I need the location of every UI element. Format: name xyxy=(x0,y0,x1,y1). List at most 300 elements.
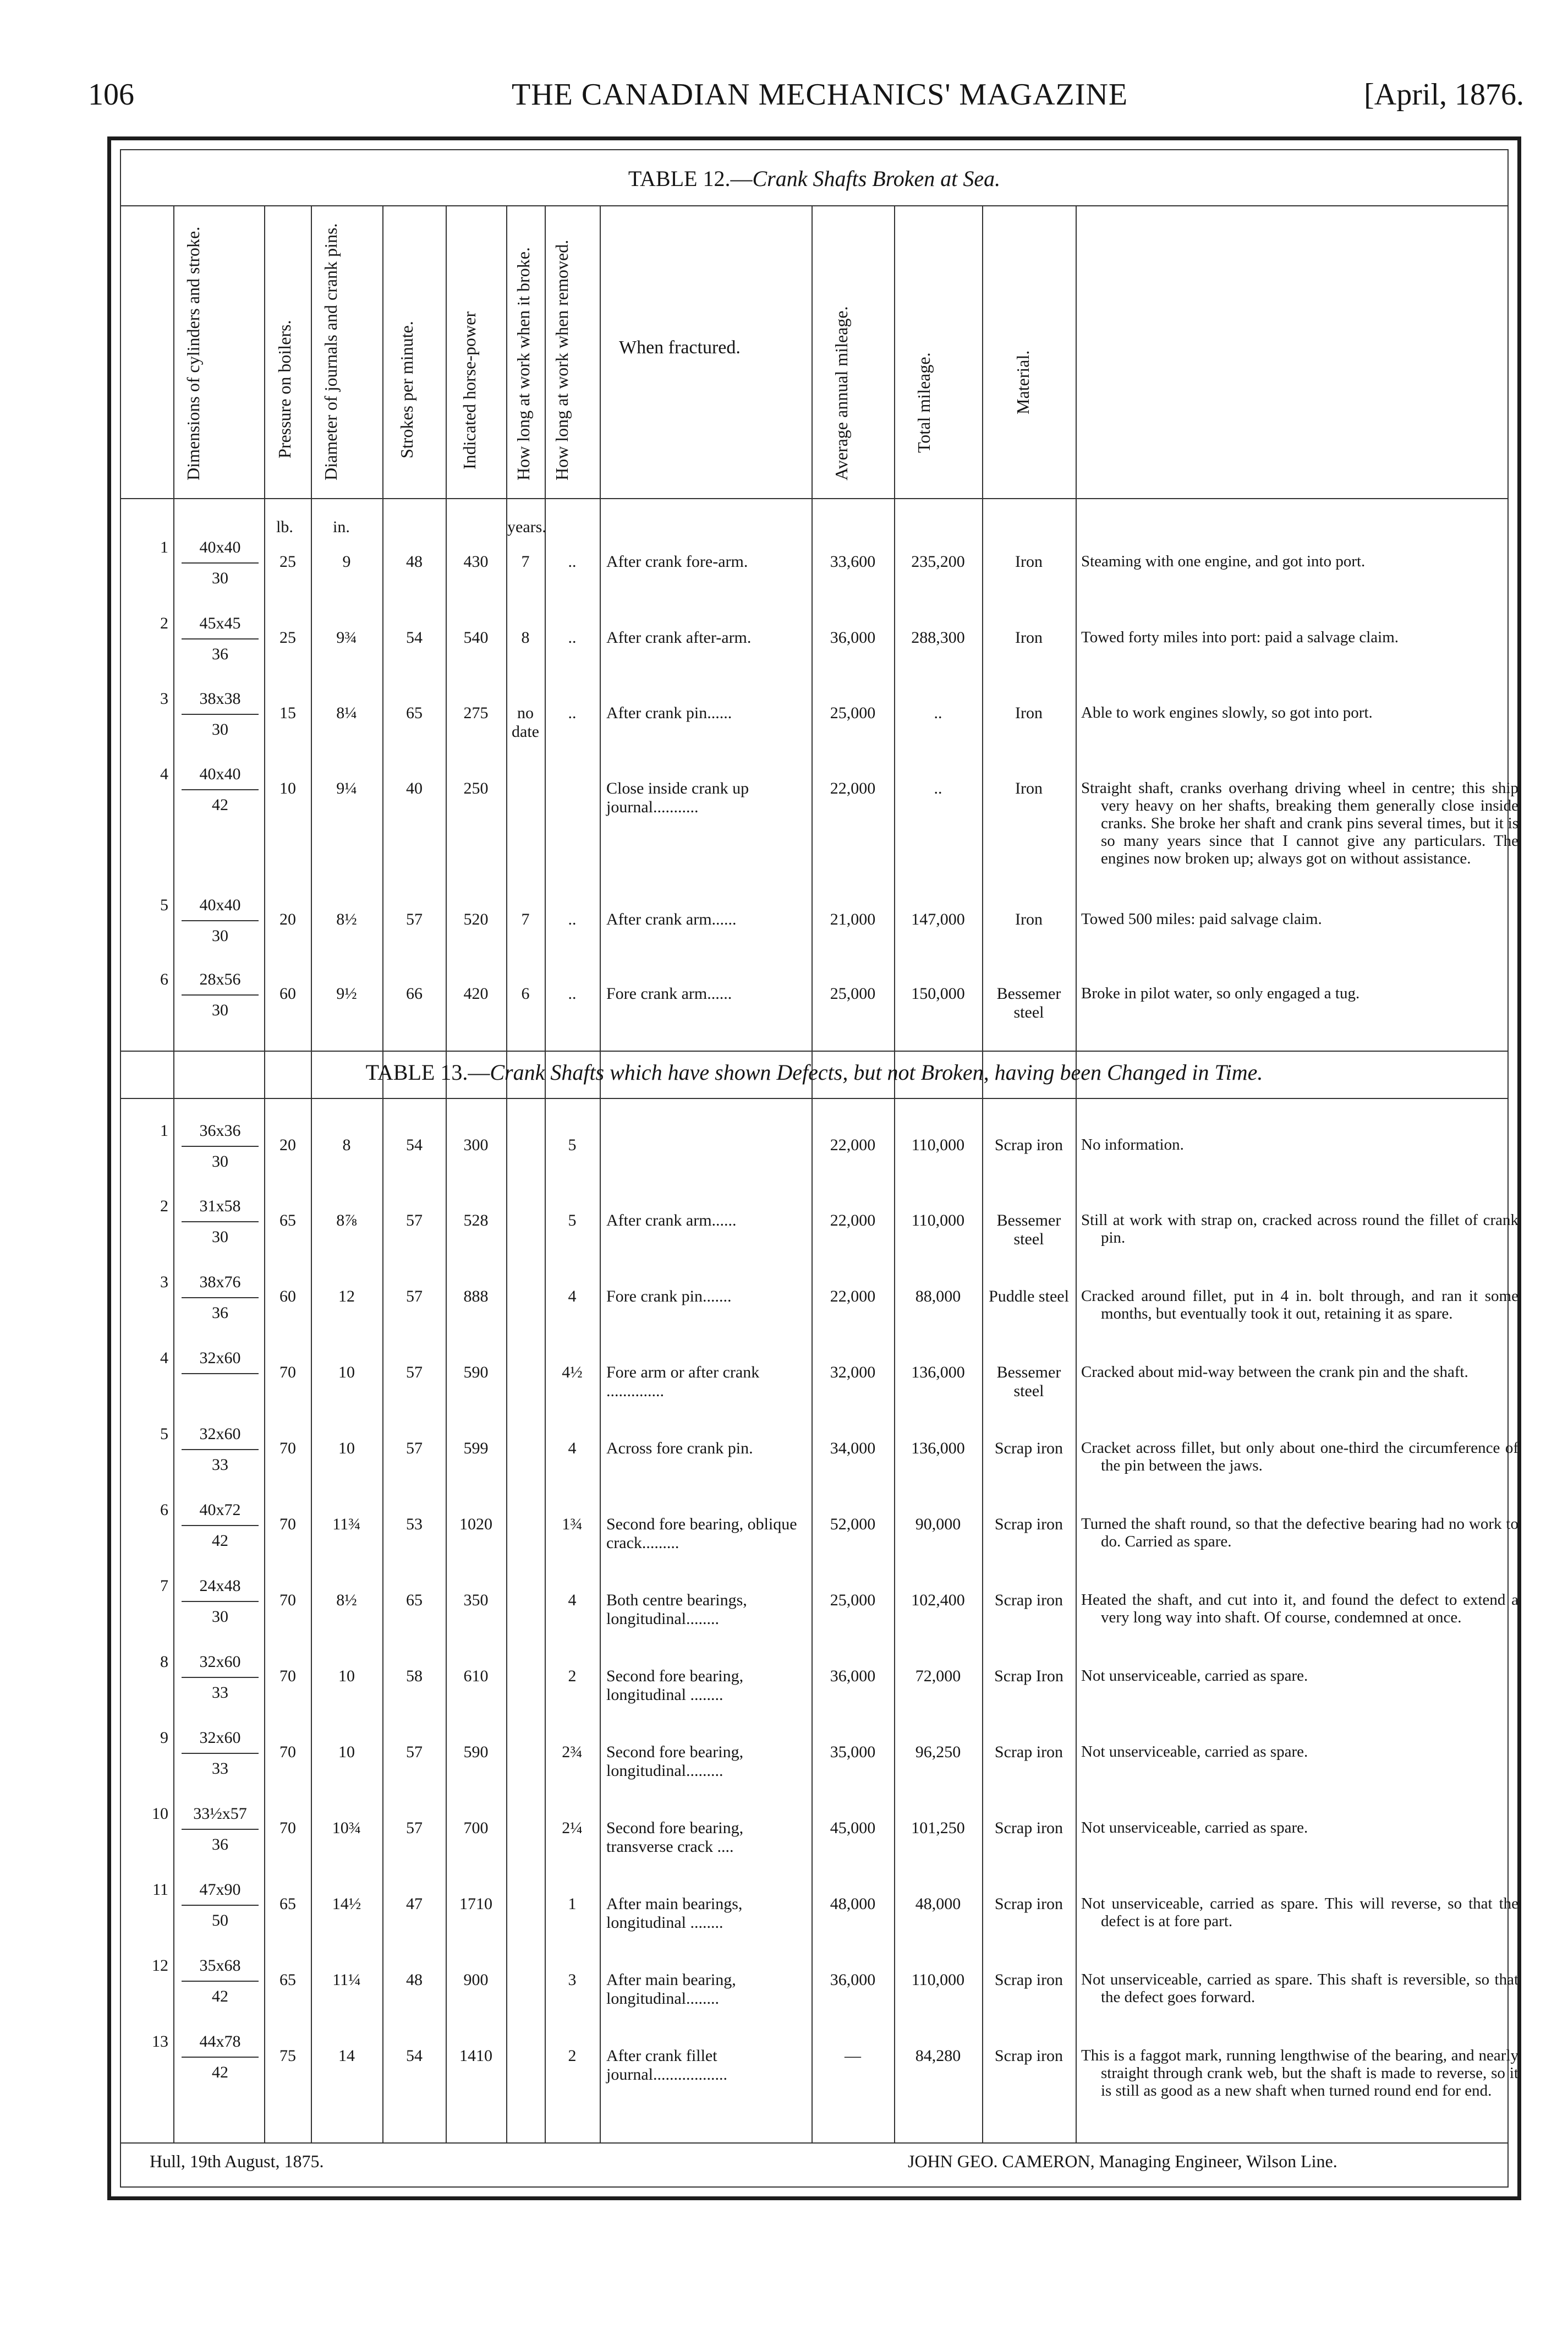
row-number: 7 xyxy=(160,1577,168,1595)
row-number: 13 xyxy=(152,2032,168,2051)
material-value: Scrap iron xyxy=(994,1136,1063,1154)
remarks-value xyxy=(1081,779,1518,867)
page-number: 106 xyxy=(88,78,134,112)
dimension-cylinder: 45x45 xyxy=(182,614,259,639)
dimension-cylinder: 40x72 xyxy=(182,1501,259,1526)
dimension-cylinder: 28x56 xyxy=(182,970,259,996)
dimension-stroke: 36 xyxy=(212,1304,228,1322)
pressure-value: 20 xyxy=(279,910,296,928)
when-fractured-value: Across fore crank pin. xyxy=(606,1439,753,1457)
diameter-value: 11¾ xyxy=(332,1515,361,1533)
avg-mileage-value: 36,000 xyxy=(830,628,876,647)
strokes-value: 65 xyxy=(406,1591,423,1609)
material-value: Bessemer steel xyxy=(996,1363,1061,1400)
remarks-value xyxy=(1081,1439,1518,1474)
remarks-value xyxy=(1081,2047,1518,2100)
total-mileage-value: 84,280 xyxy=(915,2047,961,2065)
diameter-value: 9½ xyxy=(336,985,357,1003)
strokes-value: 57 xyxy=(406,910,423,928)
material-value: Scrap iron xyxy=(994,1819,1063,1837)
remarks-text: Not unserviceable, carried as spare. xyxy=(1081,1819,1308,1836)
dimension-stroke: 36 xyxy=(212,645,228,663)
dimension-stroke: 42 xyxy=(212,1532,228,1550)
dimension-stroke: 30 xyxy=(212,1001,228,1019)
pressure-value: 65 xyxy=(279,1211,296,1229)
header-avg-mileage: Average annual mileage. xyxy=(831,306,851,480)
when-fractured-value: After crank after-arm. xyxy=(606,628,752,647)
column-rule xyxy=(382,205,383,2142)
row-number: 3 xyxy=(160,1273,168,1291)
remarks-text: Still at work with strap on, cracked across round the fillet of crank pin. xyxy=(1081,1211,1518,1246)
strokes-value: 57 xyxy=(406,1211,423,1229)
avg-mileage-value: — xyxy=(845,2047,861,2065)
horsepower-value: 1410 xyxy=(459,2047,492,2065)
dimension-cylinder: 32x60 xyxy=(182,1653,259,1678)
dimension-cylinder: 32x60 xyxy=(182,1425,259,1450)
table13-caption: TABLE 13.—Crank Shafts which have shown Defects, but not Broken, having been Changed in Time. xyxy=(365,1060,1263,1085)
material-value: Iron xyxy=(1015,553,1043,571)
row-number: 3 xyxy=(160,690,168,708)
cylinder-dimensions xyxy=(182,896,259,945)
remarks-value xyxy=(1081,1895,1518,1930)
total-mileage-value: 88,000 xyxy=(915,1287,961,1305)
years-removed-value: 1¾ xyxy=(562,1515,583,1533)
horsepower-value: 275 xyxy=(463,704,489,722)
years-removed-value: 1 xyxy=(568,1895,577,1913)
when-fractured-value: Both centre bearings, longitudinal........ xyxy=(606,1591,747,1628)
dimension-cylinder: 38x76 xyxy=(182,1273,259,1298)
pressure-value: 65 xyxy=(279,1971,296,1989)
cylinder-dimensions xyxy=(182,1197,259,1246)
dimension-stroke xyxy=(182,1374,259,1398)
dimension-stroke: 30 xyxy=(212,927,228,945)
dimension-stroke: 30 xyxy=(212,1608,228,1626)
unit-lb: lb. xyxy=(276,518,293,536)
column-rule xyxy=(600,205,601,2142)
avg-mileage-value: 34,000 xyxy=(830,1439,876,1457)
dimension-cylinder: 38x38 xyxy=(182,690,259,715)
material-value: Iron xyxy=(1015,628,1043,647)
pressure-value: 70 xyxy=(279,1363,296,1381)
strokes-value: 66 xyxy=(406,985,423,1003)
total-mileage-value: 110,000 xyxy=(911,1211,965,1229)
horsepower-value: 250 xyxy=(463,779,489,797)
cylinder-dimensions xyxy=(182,1880,259,1930)
dimension-cylinder: 44x78 xyxy=(182,2032,259,2058)
years-removed-value: .. xyxy=(568,628,577,647)
diameter-value: 8⅞ xyxy=(336,1211,357,1229)
strokes-value: 48 xyxy=(406,553,423,571)
material-value: Scrap iron xyxy=(994,1895,1063,1913)
diameter-value: 10 xyxy=(338,1363,355,1381)
dimension-cylinder: 40x40 xyxy=(182,765,259,790)
material-value: Scrap Iron xyxy=(994,1667,1063,1685)
pressure-value: 70 xyxy=(279,1819,296,1837)
total-mileage-value: 90,000 xyxy=(915,1515,961,1533)
total-mileage-value: 102,400 xyxy=(911,1591,965,1609)
years-broke-value: 6 xyxy=(521,985,530,1003)
dimension-cylinder: 31x58 xyxy=(182,1197,259,1222)
horsepower-value: 1020 xyxy=(459,1515,492,1533)
column-rule xyxy=(545,205,546,2142)
cylinder-dimensions xyxy=(182,1956,259,2006)
remarks-text: No information. xyxy=(1081,1136,1184,1153)
header-pressure: Pressure on boilers. xyxy=(275,320,294,458)
years-removed-value: 2¾ xyxy=(562,1743,583,1761)
years-broke-value: 8 xyxy=(521,628,530,647)
remarks-text: Heated the shaft, and cut into it, and found the defect to extend a very long way into shaft. Of course, condemned at once. xyxy=(1081,1591,1518,1626)
years-removed-value: 2 xyxy=(568,2047,577,2065)
horsepower-value: 700 xyxy=(463,1819,489,1837)
remarks-text: Cracked around fillet, put in 4 in. bolt through, and ran it some months, but eventually took it out, retaining it as spare. xyxy=(1081,1287,1518,1322)
dimension-stroke: 42 xyxy=(212,1987,228,2005)
years-removed-value: 4 xyxy=(568,1287,577,1305)
pressure-value: 70 xyxy=(279,1439,296,1457)
remarks-text: Not unserviceable, carried as spare. This will reverse, so that the defect is at fore part. xyxy=(1081,1895,1518,1930)
remarks-value xyxy=(1081,628,1518,646)
strokes-value: 65 xyxy=(406,704,423,722)
horsepower-value: 528 xyxy=(463,1211,489,1229)
dimension-stroke: 33 xyxy=(212,1759,228,1778)
strokes-value: 53 xyxy=(406,1515,423,1533)
material-value: Iron xyxy=(1015,779,1043,797)
cylinder-dimensions xyxy=(182,2032,259,2082)
cylinder-dimensions xyxy=(182,1577,259,1626)
avg-mileage-value: 36,000 xyxy=(830,1667,876,1685)
remarks-text: Towed forty miles into port: paid a salvage claim. xyxy=(1081,628,1399,646)
remarks-text: Steaming with one engine, and got into port. xyxy=(1081,553,1366,570)
diameter-value: 9 xyxy=(342,553,351,571)
avg-mileage-value: 25,000 xyxy=(830,985,876,1003)
dimension-stroke: 30 xyxy=(212,569,228,587)
years-removed-value: .. xyxy=(568,553,577,571)
column-rule xyxy=(1076,205,1077,2142)
years-removed-value: 4 xyxy=(568,1591,577,1609)
header-when-fractured: When fractured. xyxy=(619,337,741,358)
column-rule xyxy=(812,205,813,2142)
pressure-value: 10 xyxy=(279,779,296,797)
horsepower-value: 540 xyxy=(463,628,489,647)
diameter-value: 10 xyxy=(338,1743,355,1761)
cylinder-dimensions xyxy=(182,1805,259,1854)
years-removed-value: 4½ xyxy=(562,1363,583,1381)
column-rule xyxy=(894,205,895,2142)
total-mileage-value: 147,000 xyxy=(911,910,965,928)
pressure-value: 70 xyxy=(279,1743,296,1761)
when-fractured-value: After crank arm...... xyxy=(606,910,737,928)
diameter-value: 8¼ xyxy=(336,704,357,722)
material-value: Scrap iron xyxy=(994,1439,1063,1457)
remarks-value xyxy=(1081,1743,1518,1761)
remarks-text: Not unserviceable, carried as spare. xyxy=(1081,1667,1308,1685)
pressure-value: 70 xyxy=(279,1591,296,1609)
table13-caption-rule xyxy=(121,1098,1507,1099)
when-fractured-value: After crank arm...... xyxy=(606,1211,737,1229)
dimension-stroke: 42 xyxy=(212,796,228,814)
diameter-value: 9¾ xyxy=(336,628,357,647)
dimension-cylinder: 35x68 xyxy=(182,1956,259,1982)
avg-mileage-value: 22,000 xyxy=(830,1287,876,1305)
avg-mileage-value: 35,000 xyxy=(830,1743,876,1761)
strokes-value: 58 xyxy=(406,1667,423,1685)
row-number: 2 xyxy=(160,614,168,632)
remarks-value xyxy=(1081,910,1518,928)
row-number: 4 xyxy=(160,1349,168,1367)
years-removed-value: .. xyxy=(568,704,577,722)
pressure-value: 75 xyxy=(279,2047,296,2065)
magazine-title: THE CANADIAN MECHANICS' MAGAZINE xyxy=(512,78,1128,112)
horsepower-value: 900 xyxy=(463,1971,489,1989)
years-removed-value: 2 xyxy=(568,1667,577,1685)
horsepower-value: 1710 xyxy=(459,1895,492,1913)
horsepower-value: 300 xyxy=(463,1136,489,1154)
table13-top-rule xyxy=(121,1051,1507,1052)
table-inner xyxy=(120,149,1518,2188)
diameter-value: 8 xyxy=(342,1136,351,1154)
remarks-value xyxy=(1081,1819,1518,1836)
dimension-cylinder: 32x60 xyxy=(182,1729,259,1754)
avg-mileage-value: 22,000 xyxy=(830,1136,876,1154)
when-fractured-value: Close inside crank up journal........... xyxy=(606,779,749,816)
column-rule xyxy=(506,205,507,2142)
years-removed-value: .. xyxy=(568,985,577,1003)
total-mileage-value: 110,000 xyxy=(911,1971,965,1989)
total-mileage-value: .. xyxy=(934,704,942,722)
remarks-value xyxy=(1081,1971,1518,2006)
horsepower-value: 520 xyxy=(463,910,489,928)
pressure-value: 70 xyxy=(279,1515,296,1533)
total-mileage-value: .. xyxy=(934,779,942,797)
total-mileage-value: 110,000 xyxy=(911,1136,965,1154)
years-broke-value: 7 xyxy=(521,553,530,571)
total-mileage-value: 235,200 xyxy=(911,553,965,571)
material-value: Scrap iron xyxy=(994,1971,1063,1989)
remarks-text: Towed 500 miles: paid salvage claim. xyxy=(1081,910,1322,928)
dimension-stroke: 36 xyxy=(212,1835,228,1854)
header-dimensions: Dimensions of cylinders and stroke. xyxy=(183,226,203,480)
row-number: 1 xyxy=(160,1122,168,1140)
remarks-text: Able to work engines slowly, so got into port. xyxy=(1081,704,1373,721)
avg-mileage-value: 32,000 xyxy=(830,1363,876,1381)
strokes-value: 57 xyxy=(406,1287,423,1305)
pressure-value: 60 xyxy=(279,1287,296,1305)
cylinder-dimensions xyxy=(182,970,259,1020)
remarks-text: Cracket across fillet, but only about one-third the circumference of the pin between the jaws. xyxy=(1081,1439,1518,1474)
total-mileage-value: 72,000 xyxy=(915,1667,961,1685)
remarks-value xyxy=(1081,1591,1518,1626)
remarks-text: Not unserviceable, carried as spare. This shaft is reversible, so that the defect goes forward. xyxy=(1081,1971,1518,2006)
avg-mileage-value: 22,000 xyxy=(830,779,876,797)
dimension-cylinder: 47x90 xyxy=(182,1880,259,1906)
column-rule xyxy=(264,205,265,2142)
dimension-cylinder: 24x48 xyxy=(182,1577,259,1602)
header-horsepower: Indicated horse-power xyxy=(459,311,479,469)
avg-mileage-value: 25,000 xyxy=(830,704,876,722)
horsepower-value: 420 xyxy=(463,985,489,1003)
diameter-value: 9¼ xyxy=(336,779,357,797)
avg-mileage-value: 22,000 xyxy=(830,1211,876,1229)
material-value: Scrap iron xyxy=(994,1743,1063,1761)
dimension-cylinder: 36x36 xyxy=(182,1122,259,1147)
total-mileage-value: 48,000 xyxy=(915,1895,961,1913)
dimension-stroke: 33 xyxy=(212,1683,228,1702)
table12-caption: TABLE 12.—Crank Shafts Broken at Sea. xyxy=(628,166,1001,191)
total-mileage-value: 136,000 xyxy=(911,1363,965,1381)
remarks-value xyxy=(1081,1287,1518,1322)
avg-mileage-value: 45,000 xyxy=(830,1819,876,1837)
total-mileage-value: 101,250 xyxy=(911,1819,965,1837)
header-total-mileage: Total mileage. xyxy=(914,352,934,453)
total-mileage-value: 136,000 xyxy=(911,1439,965,1457)
strokes-value: 57 xyxy=(406,1363,423,1381)
table12-caption-rule xyxy=(121,205,1507,206)
total-mileage-value: 288,300 xyxy=(911,628,965,647)
strokes-value: 54 xyxy=(406,1136,423,1154)
material-value: Iron xyxy=(1015,704,1043,722)
remarks-value xyxy=(1081,985,1518,1002)
strokes-value: 57 xyxy=(406,1743,423,1761)
cylinder-dimensions xyxy=(182,690,259,739)
column-rule xyxy=(173,205,174,2142)
when-fractured-value: Fore crank arm...... xyxy=(606,985,732,1003)
material-value: Iron xyxy=(1015,910,1043,928)
pressure-value: 25 xyxy=(279,628,296,647)
avg-mileage-value: 25,000 xyxy=(830,1591,876,1609)
pressure-value: 15 xyxy=(279,704,296,722)
diameter-value: 14 xyxy=(338,2047,355,2065)
strokes-value: 57 xyxy=(406,1819,423,1837)
diameter-value: 14½ xyxy=(332,1895,361,1913)
horsepower-value: 888 xyxy=(463,1287,489,1305)
years-removed-value: 2¼ xyxy=(562,1819,583,1837)
diameter-value: 8½ xyxy=(336,910,357,928)
remarks-text: Not unserviceable, carried as spare. xyxy=(1081,1743,1308,1761)
diameter-value: 8½ xyxy=(336,1591,357,1609)
strokes-value: 40 xyxy=(406,779,423,797)
cylinder-dimensions xyxy=(182,1425,259,1474)
when-fractured-value: After crank fillet journal.................. xyxy=(606,2047,727,2084)
pressure-value: 70 xyxy=(279,1667,296,1685)
issue-date: [April, 1876. xyxy=(1364,78,1524,112)
total-mileage-value: 150,000 xyxy=(911,985,965,1003)
page-header xyxy=(88,77,1562,127)
column-rule xyxy=(982,205,983,2142)
years-removed-value: 3 xyxy=(568,1971,577,1989)
header-how-long-broke: How long at work when it broke. xyxy=(513,247,533,480)
row-number: 11 xyxy=(152,1880,168,1899)
diameter-value: 10 xyxy=(338,1667,355,1685)
pressure-value: 25 xyxy=(279,553,296,571)
strokes-value: 54 xyxy=(406,628,423,647)
when-fractured-value: After main bearings, longitudinal ........ xyxy=(606,1895,743,1932)
remarks-text: This is a faggot mark, running lengthwise of the bearing, and nearly straight through crank web, but the shaft is made to reverse, so it is still as good as a new shaft when turned round end for end. xyxy=(1081,2047,1518,2100)
cylinder-dimensions xyxy=(182,765,259,814)
header-how-long-removed: How long at work when removed. xyxy=(552,239,572,480)
avg-mileage-value: 21,000 xyxy=(830,910,876,928)
footer-place-date: Hull, 19th August, 1875. xyxy=(150,2151,324,2171)
horsepower-value: 610 xyxy=(463,1667,489,1685)
strokes-value: 47 xyxy=(406,1895,423,1913)
footer-signature: JOHN GEO. CAMERON, Managing Engineer, Wilson Line. xyxy=(908,2151,1337,2171)
years-broke-value: no date xyxy=(512,704,539,741)
remarks-value xyxy=(1081,1211,1518,1246)
strokes-value: 48 xyxy=(406,1971,423,1989)
column-rule xyxy=(311,205,312,2142)
header-rule xyxy=(121,498,1507,499)
remarks-value xyxy=(1081,1363,1518,1381)
footer-rule xyxy=(121,2142,1507,2144)
cylinder-dimensions xyxy=(182,1653,259,1702)
years-removed-value: 5 xyxy=(568,1211,577,1229)
row-number: 2 xyxy=(160,1197,168,1215)
unit-in: in. xyxy=(333,518,350,536)
horsepower-value: 350 xyxy=(463,1591,489,1609)
row-number: 1 xyxy=(160,538,168,556)
row-number: 6 xyxy=(160,970,168,988)
years-removed-value: 5 xyxy=(568,1136,577,1154)
avg-mileage-value: 48,000 xyxy=(830,1895,876,1913)
dimension-stroke: 42 xyxy=(212,2063,228,2081)
total-mileage-value: 96,250 xyxy=(915,1743,961,1761)
cylinder-dimensions xyxy=(182,1729,259,1778)
when-fractured-value: Second fore bearing, longitudinal......... xyxy=(606,1743,744,1780)
remarks-value xyxy=(1081,1515,1518,1550)
material-value: Puddle steel xyxy=(989,1287,1069,1305)
column-rule xyxy=(446,205,447,2142)
material-value: Scrap iron xyxy=(994,1515,1063,1533)
unit-years: years. xyxy=(507,518,546,536)
row-number: 10 xyxy=(152,1805,168,1823)
row-number: 9 xyxy=(160,1729,168,1747)
header-material: Material. xyxy=(1013,350,1033,414)
avg-mileage-value: 52,000 xyxy=(830,1515,876,1533)
remarks-value xyxy=(1081,1667,1518,1685)
remarks-value xyxy=(1081,704,1518,721)
table-frame xyxy=(107,136,1521,2200)
when-fractured-value: After main bearing, longitudinal........ xyxy=(606,1971,736,2008)
years-removed-value: 4 xyxy=(568,1439,577,1457)
when-fractured-value: Fore crank pin....... xyxy=(606,1287,732,1305)
dimension-cylinder: 40x40 xyxy=(182,538,259,564)
when-fractured-value: After crank fore-arm. xyxy=(606,553,748,571)
when-fractured-value: Fore arm or after crank .............. xyxy=(606,1363,760,1400)
dimension-stroke: 30 xyxy=(212,1228,228,1246)
years-removed-value: .. xyxy=(568,910,577,928)
horsepower-value: 590 xyxy=(463,1363,489,1381)
horsepower-value: 430 xyxy=(463,553,489,571)
row-number: 8 xyxy=(160,1653,168,1671)
strokes-value: 54 xyxy=(406,2047,423,2065)
dimension-stroke: 30 xyxy=(212,1152,228,1171)
row-number: 12 xyxy=(152,1956,168,1975)
remarks-value xyxy=(1081,553,1518,570)
pressure-value: 60 xyxy=(279,985,296,1003)
diameter-value: 10¾ xyxy=(332,1819,361,1837)
remarks-text: Straight shaft, cranks overhang driving wheel in centre; this ship very heavy on her shafts, breaking them generally close inside cranks. She broke her shaft and crank pins several times, but it is so many years since that I cannot give any particulars. The engines now broken up; always got on without assistance. xyxy=(1081,779,1518,867)
pressure-value: 65 xyxy=(279,1895,296,1913)
row-number: 6 xyxy=(160,1501,168,1519)
strokes-value: 57 xyxy=(406,1439,423,1457)
dimension-cylinder: 40x40 xyxy=(182,896,259,921)
diameter-value: 10 xyxy=(338,1439,355,1457)
cylinder-dimensions xyxy=(182,614,259,664)
row-number: 5 xyxy=(160,1425,168,1443)
cylinder-dimensions xyxy=(182,1122,259,1171)
when-fractured-value: After crank pin...... xyxy=(606,704,732,722)
header-strokes: Strokes per minute. xyxy=(397,321,416,458)
header-diameter: Diameter of journals and crank pins. xyxy=(321,223,341,480)
diameter-value: 11¼ xyxy=(332,1971,361,1989)
